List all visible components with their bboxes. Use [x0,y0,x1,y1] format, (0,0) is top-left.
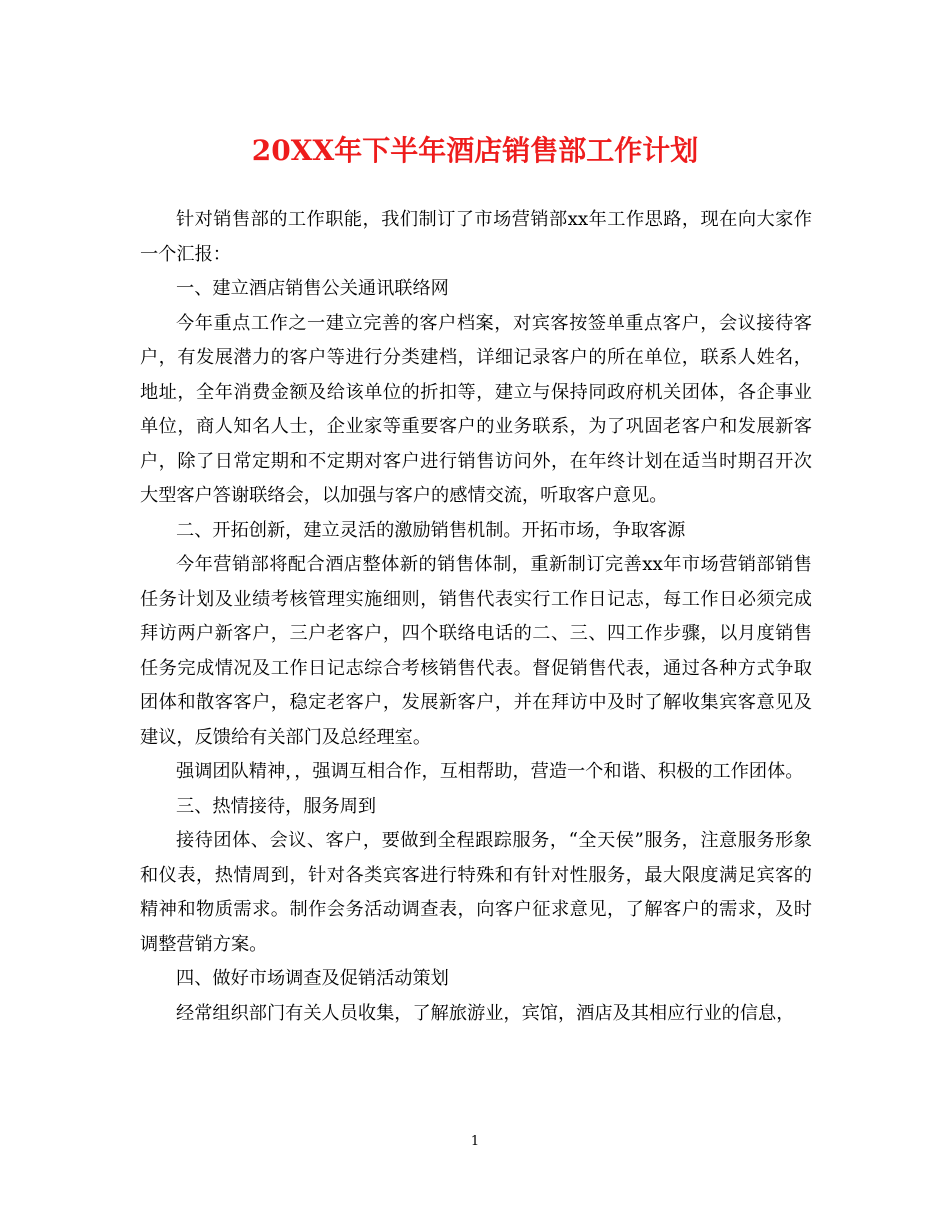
paragraph-section-4: 经常组织部门有关人员收集，了解旅游业，宾馆，酒店及其相应行业的信息， [176,1002,795,1024]
section-heading-2: 二、开拓创新，建立灵活的激励销售机制。开拓市场，争取客源 [176,519,686,541]
page-number: 1 [470,1134,480,1149]
section-heading-4: 四、做好市场调查及促销活动策划 [176,968,449,989]
document-title: 20XX年下半年酒店销售部工作计划 [251,134,699,167]
paragraph-section-2: 今年营销部将配合酒店整体新的销售体制，重新制订完善xx年市场营销部销售任务计划及业绩考核管理实施细则，销售代表实行工作日记志，每工作日必须完成拜访两户新客户，三户老客户，四个联络电话的二、三、四工作步骤，以月度销售任务完成情况及工作日记志综合考核销售代表。督促销售代表，通过各种方式争取团体和散客客户，稳定老客户，发展新客户，并在拜访中及时了解收集宾客意见及建议，反馈给有关部门及总经理室。 [140,554,812,748]
paragraph-section-1: 今年重点工作之一建立完善的客户档案，对宾客按签单重点客户，会议接待客户，有发展潜力的客户等进行分类建档，详细记录客户的所在单位，联系人姓名，地址，全年消费金额及给该单位的折扣等，建立与保持同政府机关团体，各企事业单位，商人知名人士，企业家等重要客户的业务联系，为了巩固老客户和发展新客户，除了日常定期和不定期对客户进行销售访问外，在年终计划在适当时期召开次大型客户答谢联络会，以加强与客户的感情交流，听取客户意见。 [140,312,812,506]
document-body [140,203,812,1031]
paragraph-teamwork: 强调团队精神，，强调互相合作，互相帮助，营造一个和谐、积极的工作团体。 [176,761,804,782]
section-heading-1: 一、建立酒店销售公关通讯联络网 [176,278,449,299]
section-heading-3: 三、热情接待，服务周到 [176,795,377,817]
paragraph-section-3: 接待团体、会议、客户，要做到全程跟踪服务，“全天侯”服务，注意服务形象和仪表，热情周到，针对各类宾客进行特殊和有针对性服务，最大限度满足宾客的精神和物质需求。制作会务活动调查表，向客户征求意见，了解客户的需求，及时调整营销方案。 [140,830,812,955]
paragraph-intro: 针对销售部的工作职能，我们制订了市场营销部xx年工作思路，现在向大家作一个汇报： [140,209,812,265]
